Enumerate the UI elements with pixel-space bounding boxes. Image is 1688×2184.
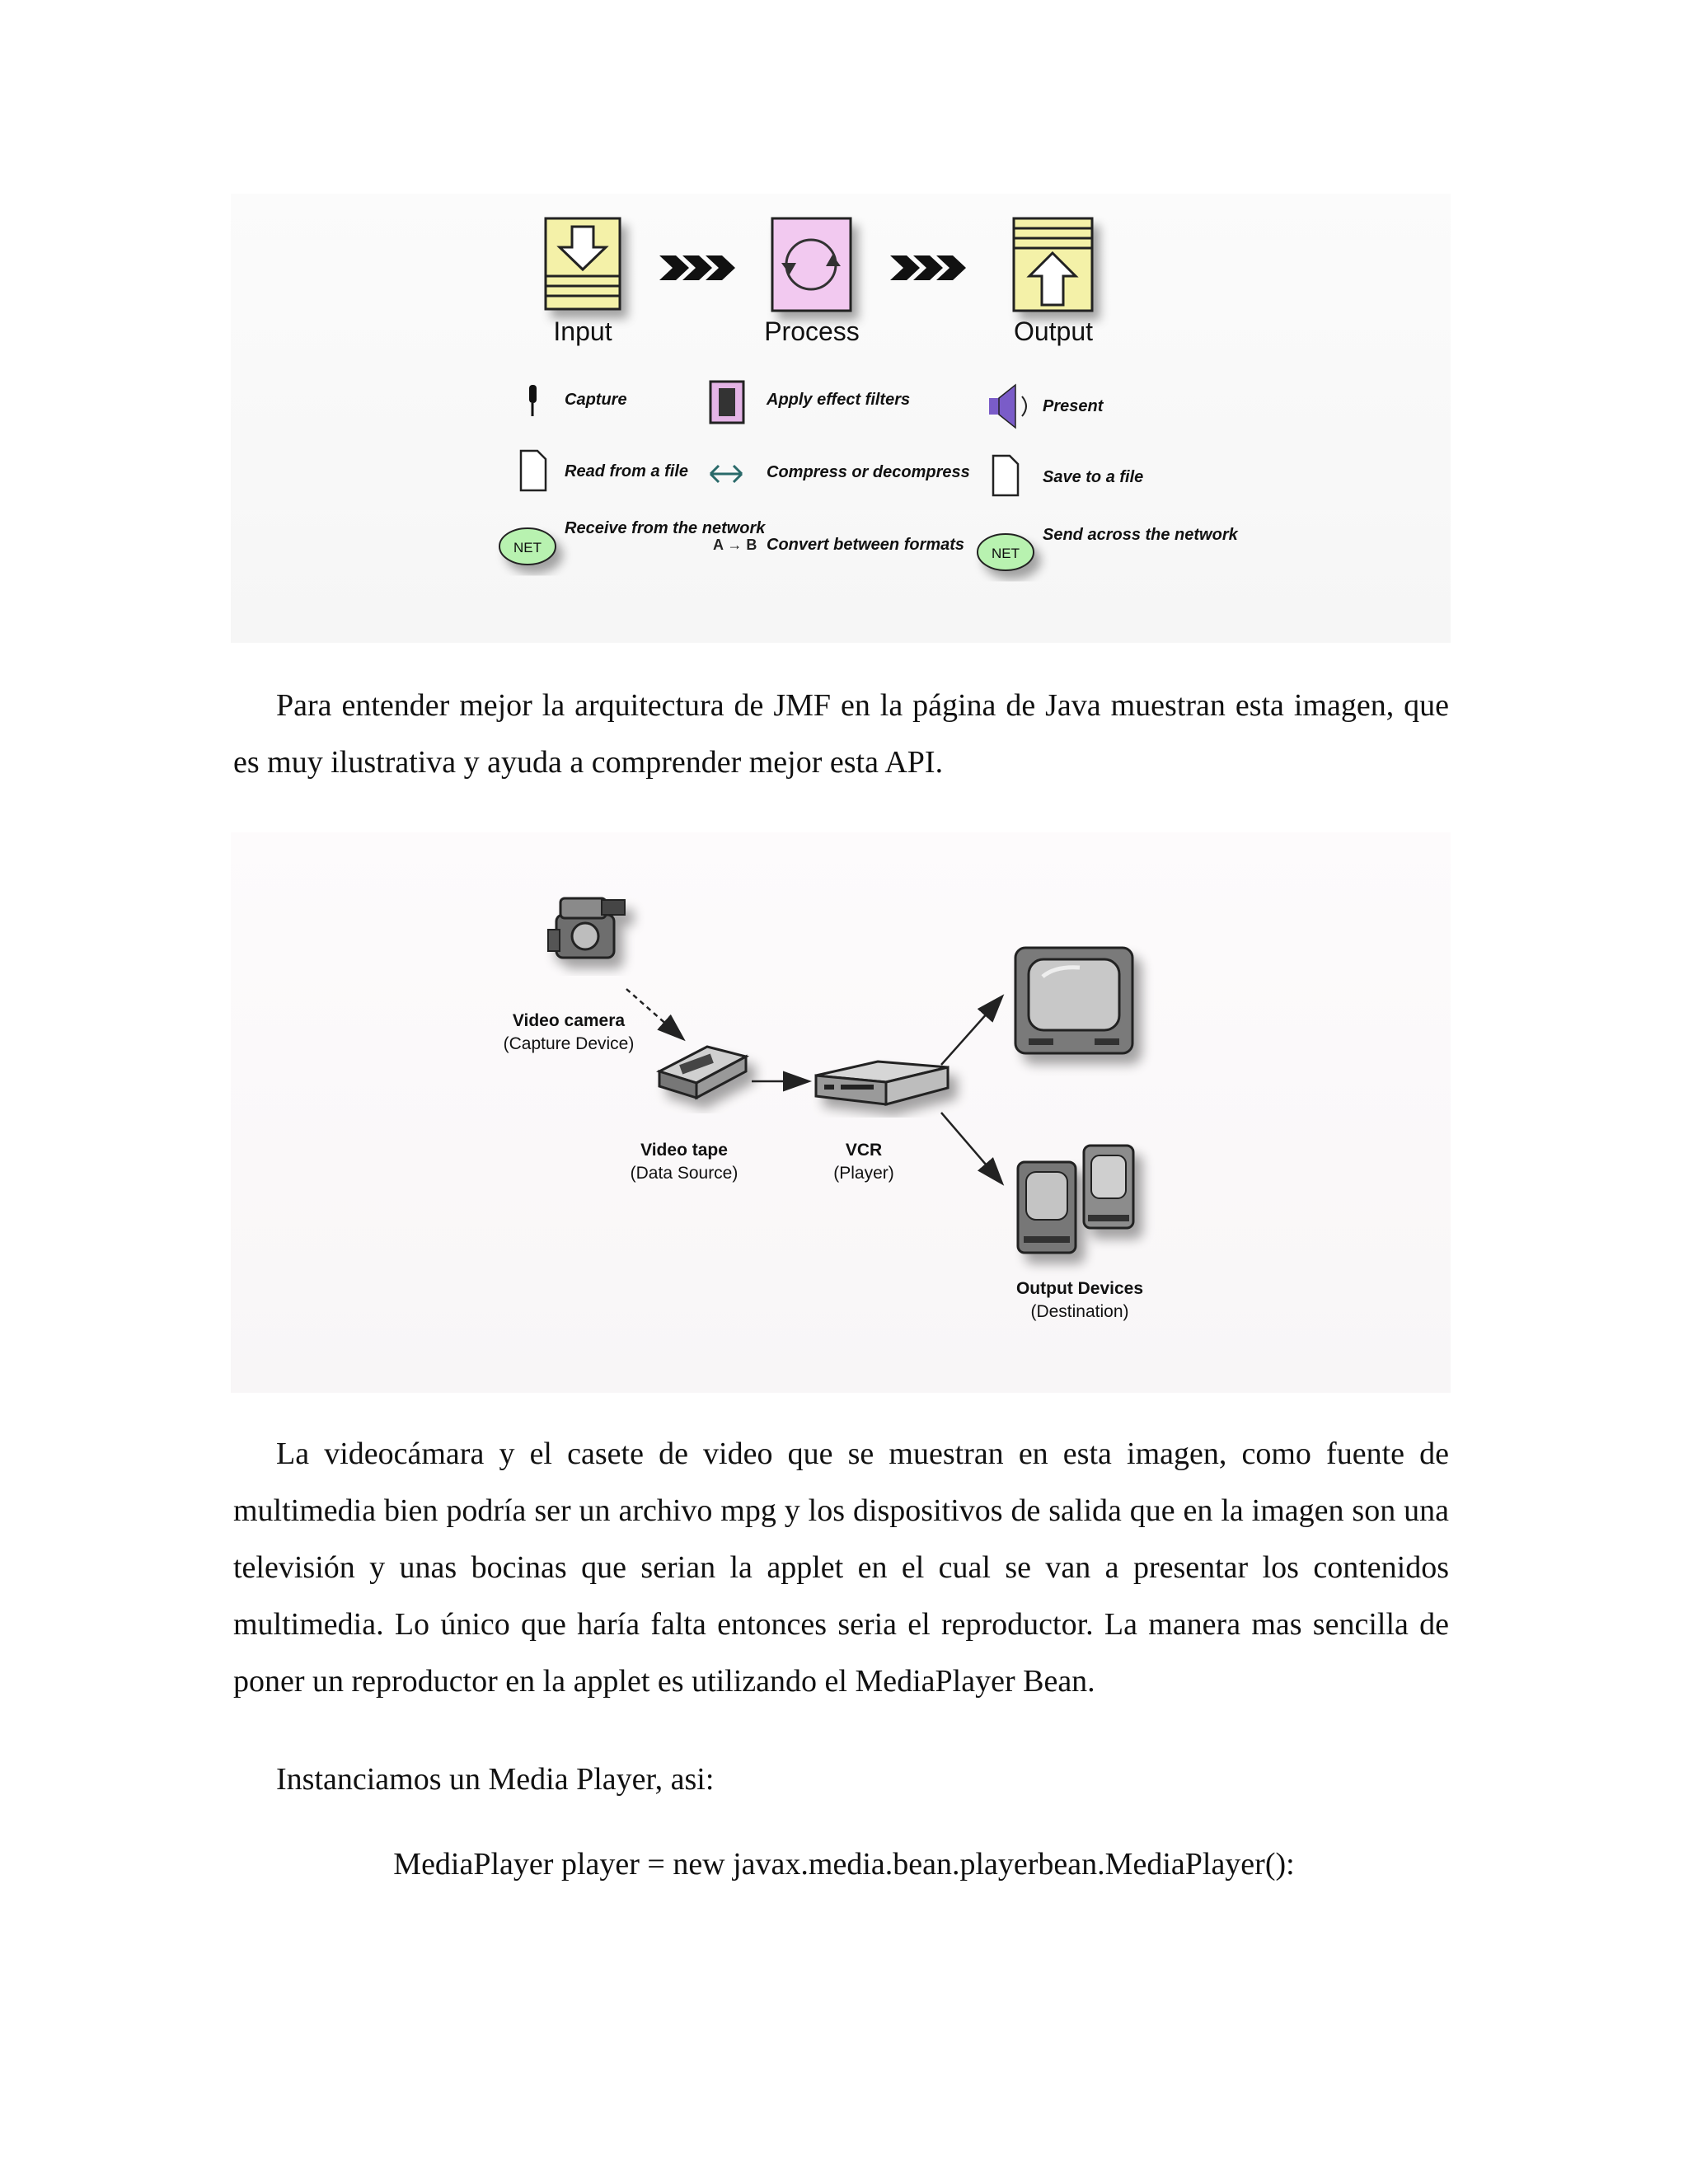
vcr-to-tv-arrow: [941, 997, 1001, 1065]
file-icon: [993, 456, 1018, 495]
input-item-receive-network: Receive from the network: [565, 519, 766, 537]
process-item-convert: Convert between formats: [767, 536, 965, 554]
paragraph-architecture: Para entender mejor la arquitectura de JMF en la página de Java muestran esta imagen, que es muy ilustrativa y ayuda a comprender mejor esta API.: [233, 688, 1449, 780]
input-item-read-file: Read from a file: [565, 462, 689, 480]
film-filter-icon: [710, 382, 743, 423]
camera-title: Video camera: [512, 1011, 626, 1030]
vcr-to-speakers-arrow: [941, 1113, 1001, 1183]
output-item-send-network: Send across the network: [1043, 526, 1238, 544]
output-item-present: Present: [1043, 397, 1104, 415]
svg-text:NET: NET: [513, 540, 542, 555]
process-stage-icon: [772, 218, 851, 311]
camera-subtitle: (Capture Device): [503, 1034, 635, 1053]
network-cloud-icon: [978, 534, 1034, 570]
convert-icon: A → B: [713, 537, 757, 553]
video-camera-icon: [548, 898, 625, 958]
chevron-arrows-icon: [659, 255, 735, 280]
process-item-effects: Apply effect filters: [767, 391, 911, 409]
chevron-arrows-icon: [890, 255, 966, 280]
output-stage-icon: [1014, 218, 1092, 311]
outputs-title: Output Devices: [1015, 1279, 1144, 1298]
vcr-title: VCR: [845, 1141, 883, 1160]
jmf-processing-diagram: [231, 194, 1451, 643]
vcr-subtitle: (Player): [833, 1164, 894, 1183]
paragraph-explanation: La videocámara y el casete de video que se muestran en esta imagen, como fuente de multimedia bien podría ser un archivo mpg y los dispositivos de salida que en la imagen son una televisión y unas bocinas que serian la applet en el cual se van a presentar los contenidos multimedia. Lo único que haría falta entonces seria el reproductor. La manera mas sencilla de poner un reproductor en la applet es utilizando el MediaPlayer Bean.: [233, 1436, 1449, 1699]
input-stage-icon: [546, 218, 620, 309]
vcr-icon: [816, 1062, 948, 1104]
speakers-icon: [1018, 1146, 1133, 1253]
microphone-icon: [529, 385, 537, 416]
television-icon: [1015, 948, 1132, 1053]
paragraph-instantiate: Instanciamos un Media Player, asi:: [276, 1762, 715, 1797]
code-line: MediaPlayer player = new javax.media.bean.playerbean.MediaPlayer():: [393, 1847, 1295, 1882]
compress-icon: [710, 466, 742, 482]
svg-text:NET: NET: [992, 546, 1020, 561]
tape-title: Video tape: [640, 1141, 728, 1160]
network-cloud-icon: [499, 528, 556, 565]
process-item-compress: Compress or decompress: [767, 463, 970, 481]
tape-subtitle: (Data Source): [630, 1164, 738, 1183]
input-item-capture: Capture: [565, 391, 627, 409]
output-item-save-file: Save to a file: [1043, 468, 1144, 486]
speaker-icon: [989, 385, 1026, 428]
video-tape-icon: [659, 1047, 746, 1098]
media-devices-diagram: [231, 832, 1451, 1393]
camera-to-tape-arrow: [626, 989, 682, 1038]
media-devices-figure: [231, 832, 1451, 1393]
outputs-subtitle: (Destination): [1030, 1302, 1129, 1321]
output-stage-label: Output: [1013, 316, 1094, 346]
input-stage-label: Input: [553, 316, 612, 346]
file-icon: [521, 451, 546, 490]
jmf-processing-figure: [231, 194, 1451, 643]
process-stage-label: Process: [764, 316, 860, 346]
